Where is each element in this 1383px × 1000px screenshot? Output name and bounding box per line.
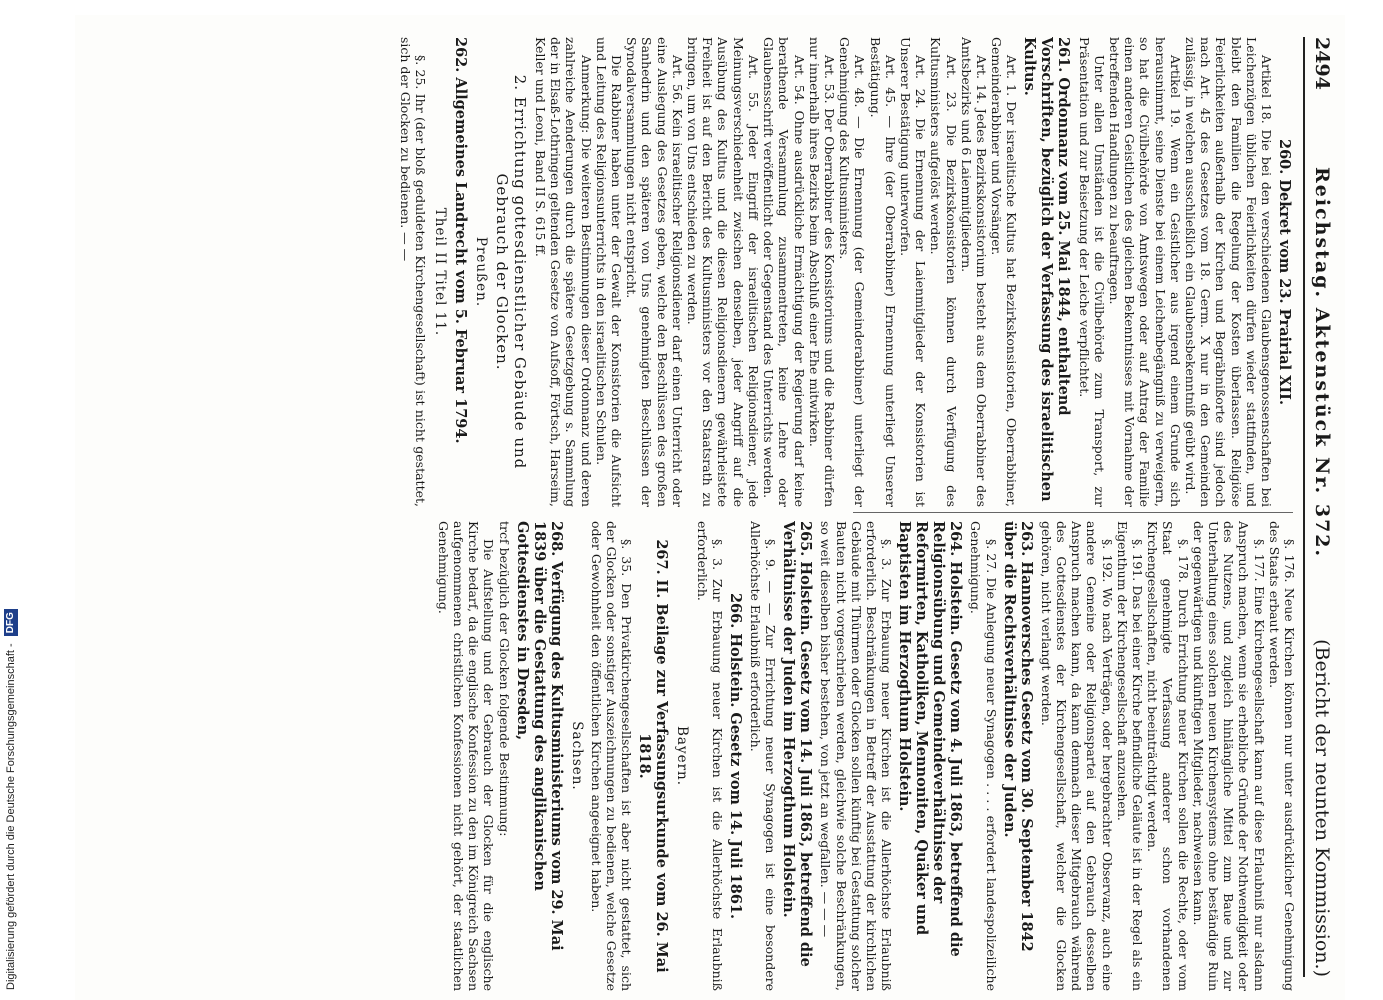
paragraph: §. 3. Zur Erbauung neuer Kirchen ist die Allerhöchste Erlaubniß erforderlich. Beschränkungen in Betreff der Ausstattung der kirchlichen Gebäude mit Thürmen oder Glocken sollen künftig bei Gestattung solcher Bauten nicht vorgeschrieben werden, gleichwie solche Beschränkungen, so weit dieselben bisher bestehen, von jetzt an wegfallen. — — —	[818, 521, 895, 991]
paragraph: §. 27. Die Anlegung neuer Synagogen . . . . erfordert landespolizeiliche Genehmigung.	[968, 521, 999, 991]
paragraph: Unter allen Umständen ist die Civilbehörde zum Transport, zur Präsentation und zur Beisetzung der Leiche verpflichtet.	[1076, 37, 1107, 507]
paragraph: §. 35. Den Privatkirchengesellschaften ist aber nicht gestattet, sich der Glocken oder sonstiger Auszeichnungen zu bedienen, welche Gesetze oder Gewohnheit den öffentlichen Kirchen angeeignet haben.	[588, 521, 635, 991]
paragraph: Art. 14. Jedes Bezirkskonsistorium besteht aus dem Oberrabbiner des Amtsbezirks und 6 Laienmitgliedern.	[958, 37, 989, 507]
heading-261: 261. Ordonnanz vom 25. Mai 1844, enthaltend Vorschriften, bezüglich der Verfassung des israelitischen Kultus.	[1021, 37, 1073, 502]
page-number: 2494	[1311, 37, 1333, 90]
paragraph: Art. 24. Die Ernennung der Laienmitglieder der Konsistorien ist Unserer Bestätigung unterworfen.	[897, 37, 929, 507]
dfg-logo: DFG	[4, 609, 18, 636]
paragraph: §. 192. Wo nach Verträgen, oder hergebrachter Observanz, auch eine andere Gemeine oder Religionspartei auf den Gebrauch desselben Anspruch machen kann, da kann demnach dieser Mitgebrauch während des Gottesdienstes der Kirchengesellschaft, welcher die Glocken gehören, nicht verlangt werden.	[1038, 521, 1115, 991]
paragraph: Die Aufstellung und der Gebrauch der Glocken für die englische Kirche bedarf, da die englische Konfession zu den im Königreich Sachsen aufgenommenen christlichen Konfessionen nicht gehört, der staatlichen Genehmigung.	[435, 521, 497, 991]
heading-262: 262. Allgemeines Landrecht vom 5. Februar 1794.	[451, 37, 469, 444]
part-title: Theil II Titel 11.	[431, 207, 448, 337]
paragraph: Art. 23. Die Bezirkskonsistorien können durch Verfügung des Kultusministers aufgelöst werden.	[928, 37, 959, 507]
right-column	[95, 521, 1297, 991]
column-divider	[853, 512, 1293, 513]
digitization-footer	[0, 0, 70, 1000]
left-column	[95, 37, 1297, 507]
paragraph: Artikel 19. Wenn ein Geistlicher aus irgend einem Grunde sich herausnimmt, seine Dienste bei einem Leichenbegängniß zu verweigern, so hat die Civilbehörde von Amtswegen oder auf Antrag der Familie einen anderen Geistlichen des gleichen Bekenntnisses mit Vornahme der betreffenden Handlungen zu beauftragen.	[1106, 37, 1183, 507]
heading-268: 268. Verfügung des Kultusministeriums vom 29. Mai 1839 über die Gestattung des anglikanischen Gottesdienstes in Dresden,	[513, 521, 565, 951]
paragraph: §. 191. Das bei einer Kirche befindliche Geläute ist in der Regel als ein Eigenthum der Kirchengesellschaft anzusehen.	[1114, 521, 1145, 991]
paragraph: Die Rabbiner haben unter der Gewalt der Konsistorien die Aufsicht und Leitung des Religionsunterrichts in den israelitischen Schulen.	[593, 37, 625, 507]
paragraph: §. 177. Eine Kirchengesellschaft kann auf diese Erlaubniß nur alsdann Anspruch machen, wenn sie erhebliche Gründe der Nothwendigkeit oder des Nutzens, und zugleich hinlängliche Mittel zum Baue und zur Unterhaltung eines solchen neuen Kirchensystems ohne beständige Ruin der gegenwärtigen und künftigen Mitglieder, nachweisen kann.	[1190, 521, 1267, 991]
heading-263: 263. Hannoversches Gesetz vom 30. September 1842 über die Rechtsverhältnisse der Juden.	[1000, 521, 1035, 952]
heading-264: 264. Holstein. Gesetz vom 4. Juli 1863, betreffend die Religionsübung und Gemeindeverhältnisse der Reformirten, Katholiken, Mennoniten, Quäker und Baptisten im Herzogthum Holstein.	[896, 521, 965, 957]
paragraph: trcf bezüglich der Glocken folgende Bestimmung:	[496, 521, 512, 837]
paragraph: Art. 53. Der Oberrabbiner des Konsistoriums und die Rabbiner dürfen nur innerhalb ihres Bezirks beim Abschluß einer Ehe mitwirken.	[806, 37, 837, 507]
page-header	[1303, 37, 1339, 977]
paragraph: Art. 1. Der israelitische Kultus hat Bezirkskonsistorien, Oberrabbiner, Gemeinderabbiner und Vorsänger.	[989, 37, 1020, 507]
rotated-page-content	[75, 15, 1345, 1000]
paragraph: Art. 56. Kein israelitischer Religionsdiener darf einen Unterricht oder eine Auslegung des Gesetzes geben, welche den Beschlüssen des großen Sanhedrin und den späteren von Uns genehmigten Beschlüssen der Synodalversammlungen nicht entspricht.	[624, 37, 685, 507]
paragraph: Art. 45. — Ihre (der Oberrabbiner) Ernennung unterliegt Unserer Bestätigung.	[867, 37, 898, 507]
state-heading-bayern: Bayern.	[674, 725, 691, 787]
footer-credit	[3, 30, 19, 990]
annotation-paragraph: Anmerkung: Die weiteren Bestimmungen dieser Ordonnanz und deren zahlreiche Aenderungen durch die spätere Gesetzgebung s. Sammlung der in Elsaß-Lothringen geltenden Gesetze von Aufsoff, Förtsch, Harseim, Keller und Leoni, Band II S. 615 ff.	[533, 37, 594, 507]
heading-267: 267. II. Beilage zur Verfassungsurkunde vom 26. Mai 1818.	[636, 539, 671, 973]
running-title: Reichstag. Aktenstück Nr. 372.	[1311, 167, 1333, 559]
paragraph: §. 9. — — Zur Errichtung neuer Synagogen ist eine besondere Allerhöchste Erlaubniß erforderlich.	[747, 521, 779, 991]
state-heading-sachsen: Sachsen.	[568, 721, 585, 791]
paragraph: §. 25. Ihr (der bloß geduldeten Kirchengesellschaft) ist nicht gestattet, sich der Glocken zu bedienen. — —	[397, 37, 428, 507]
footer-credit-text: Digitalisierung gefördert durch die Deutsche Forschungsgemeinschaft -	[5, 643, 17, 990]
heading-266: 266. Holstein. Gesetz vom 14. Juli 1861.	[726, 592, 744, 920]
state-heading-preussen: Preußen.	[472, 236, 489, 308]
scanned-page	[75, 15, 1345, 1000]
paragraph: §. 176. Neue Kirchen können nur unter ausdrücklicher Genehmigung des Staats erbaut werden.	[1266, 521, 1297, 991]
heading-265: 265. Holstein. Gesetz vom 14. Juli 1863, betreffend die Verhältnisse der Juden im Herzogthum Holstein.	[780, 521, 815, 967]
paragraph: Art. 48. — Die Ernennung (der Gemeinderabbiner) unterliegt der Genehmigung des Kultusministers.	[837, 37, 868, 507]
paragraph: Artikel 18. Die bei den verschiedenen Glaubensgenossenschaften bei Leichenzügen üblichen Feierlichkeiten dürfen wieder stattfinden, und bleibt den Familien die Regelung der Kosten überlassen. Religiöse Feierlichkeiten außerhalb der Kirchen und Begräbnißorte sind jedoch nach Art. 45 des Gesetzes vom 18. Germ. X nur in den Gemeinden zulässig, in welchen ausschließlich ein Glaubensbekenntniß geübt wird.	[1182, 37, 1274, 507]
paragraph: §. 3. Zur Erbauung neuer Kirchen ist die Allerhöchste Erlaubniß erforderlich.	[694, 521, 725, 991]
running-note: (Bericht der neunten Kommission.)	[1311, 639, 1333, 977]
paragraph: Art. 54. Ohne ausdrückliche Ermächtigung der Regierung darf keine berathende Versammlung zusammentreten, keine Lehre oder Glaubensschrift veröffentlicht oder Gegenstand des Unterrichts werden.	[761, 37, 807, 507]
heading-260: 260. Dekret vom 23. Prairial XII.	[1276, 139, 1293, 405]
paragraph: Art. 55. Jeder Eingriff der israelitischen Religionsdiener, jede Meinungsverschiedenheit zwischen denselben, jeder Angriff auf die Ausübung des Kultus und die diesen Religionsdienern gewährleistete Freiheit ist auf den Bericht des Kultusministers vor den Staatsrath zu bringen, um von Uns entschieden zu werden.	[685, 37, 761, 507]
paragraph: §. 178. Durch Errichtung neuer Kirchen sollen die Rechte, oder vom Staat genehmigte Verfassung anderer schon vorhandenen Kirchengesellschaften, nicht beeinträchtigt werden.	[1145, 521, 1191, 991]
section-heading: 2. Errichtung gottesdienstlicher Gebäude und Gebrauch der Glocken.	[492, 74, 529, 470]
